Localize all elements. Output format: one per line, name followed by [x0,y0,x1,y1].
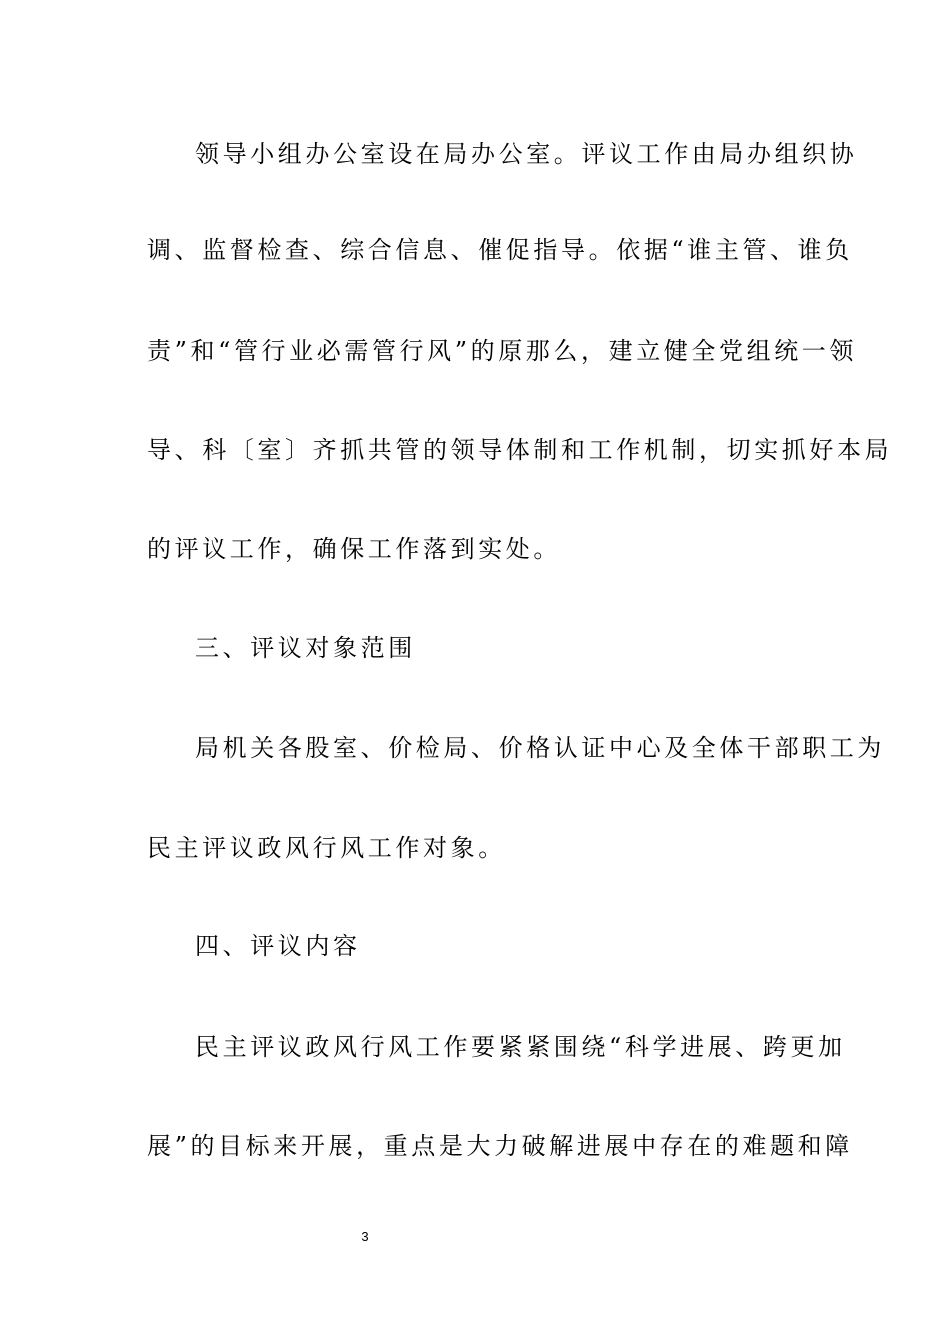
paragraph-line: 责”和“管行业必需管行风”的原那么，建立健全党组统一领 [147,337,858,365]
paragraph-line: 导、科〔室〕齐抓共管的领导体制和工作机制，切实抓好本局 [147,436,893,464]
paragraph-line: 民主评议政风行风工作要紧紧围绕“科学进展、跨更加 [195,1033,846,1061]
section-heading: 四、评议内容 [195,932,361,960]
paragraph-line: 展”的目标来开展，重点是大力破解进展中存在的难题和障 [147,1132,853,1160]
paragraph-line: 调、监督检查、综合信息、催促指导。依据“谁主管、谁负 [147,236,853,264]
paragraph-line: 民主评议政风行风工作对象。 [147,834,506,862]
section-heading: 三、评议对象范围 [195,634,416,662]
page-number: 3 [361,1229,369,1244]
paragraph-line: 的评议工作，确保工作落到实处。 [147,535,561,563]
paragraph-line: 局机关各股室、价检局、价格认证中心及全体干部职工为 [195,734,885,762]
paragraph-line: 领导小组办公室设在局办公室。评议工作由局办组织协 [195,140,858,168]
